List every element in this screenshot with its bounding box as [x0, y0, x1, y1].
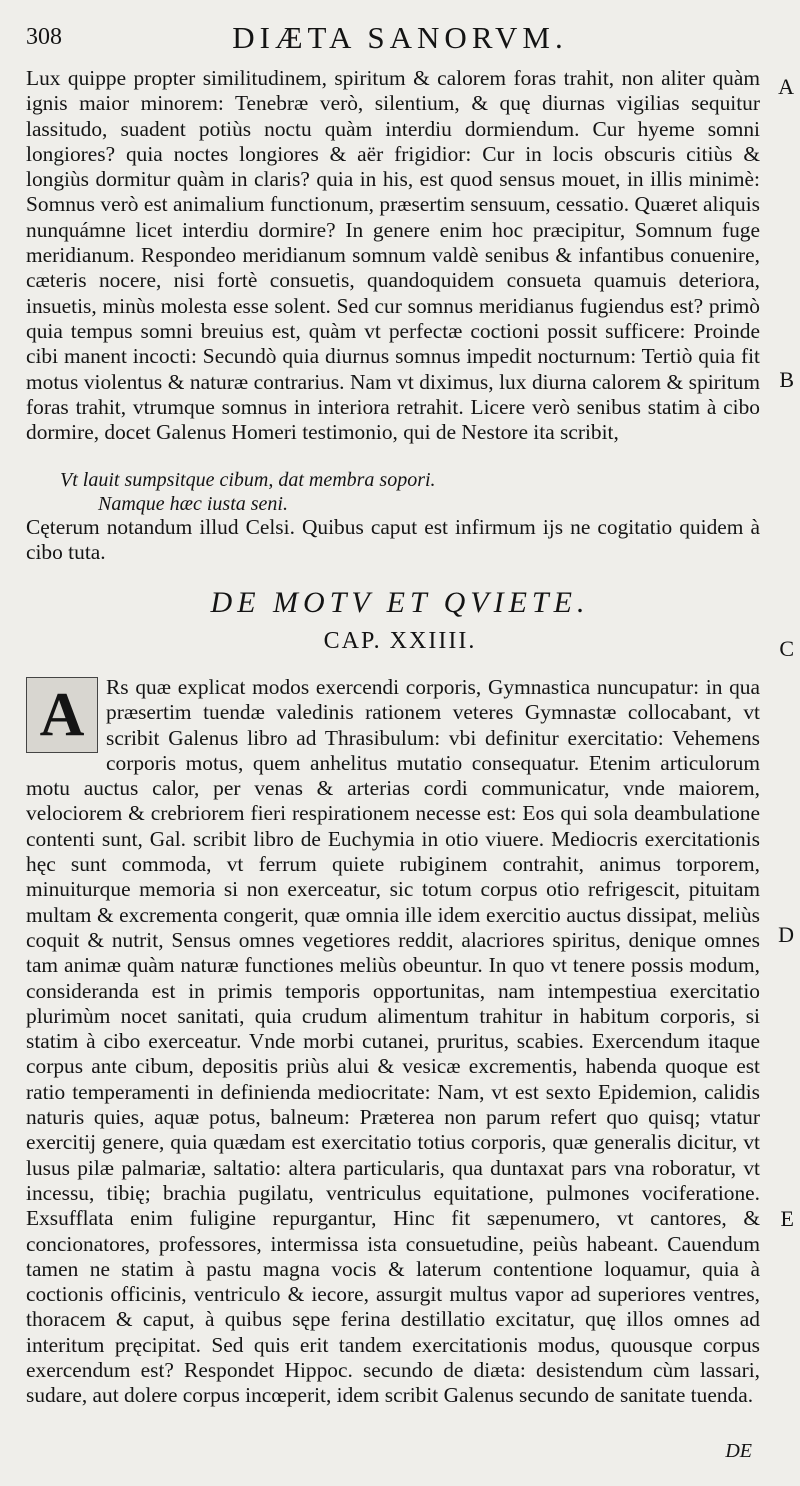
- margin-letter-b: B: [779, 367, 794, 392]
- paragraph-text: Rs quæ explicat modos exercendi corporis, Gymnastica nuncupatur: in qua præsertim tuendæ valedinis rationem veteres Gymnastæ collocabant, vt scribit Galenus libro ad Thrasibulum: vbi definitur exercitatio: Vehemens corporis motus, quem anhelitus mutatio consequatur. Etenim articulorum motu auctus calor, per venas & arterias cordi communicatur, vnde maiorem, velociorem & crebriorem fieri respirationem necesse est: Eos qui sola deambulatione contenti sunt, Gal. scribit libro de Euchymia in otio viuere. Mediocris exercitationis hęc sunt commoda, vt ferrum quiete rubiginem contrahit, animus torporem, minuiturque memoria si non exerceatur, sic totum corpus otio refrigescit, pituitam multam & excrementa congerit, quæ omnia ille idem exercitio auctus dissipat, meliùs coquit & nutrit, Sensus omnes vegetiores reddit, alacriores spiritus, denique omnes tam animæ quàm naturæ functiones meliùs obeuntur. In quo vt tenere possis modum, consideranda est in primis temporis opportunitas, nam intempestiua exercitatio plurimùm nocet sanitati, quia crudum alimentum trahitur in habitum corporis, si statim à cibo exerceatur. Vnde morbi cutanei, pruritus, scabies. Exercendum itaque corpus ante cibum, depositis priùs alui & vesicæ excrementis, habenda quoque est ratio temperamenti in definienda mediocritate: Nam, vt est sexto Epidemion, calidis naturis quies, aquæ potus, balneum: Præterea non parum refert quo quisq; vtatur exercitij genere, quia quædam est exercitatio totius corporis, quæ generalis dicitur, vt lusus pilæ palmariæ, saltatio: altera particularis, qua duntaxat pars vna roboratur, vt incessu, tibię; brachia pugilatu, ventriculus equitatione, pulmones vociferatione. Exsufflata enim fuligine repurgantur, Hinc fit sæpenumero, vt cantores, & concionatores, professores, intermissa ista consuetudine, peiùs habeant. Cauendum tamen ne statim à pastu magna vocis & laterum contentione loquamur, quia à coctionis officinis, ventriculo & iecore, assurgit multus vapor ad superiores ventres, thoracem & caput, à quibus sępe ferina destillatio excitatur, quę illos omnes ad interitum pręcipitat. Sed quis erit tandem exercitationis modus, quousque corpus exercendum est? Respondet Hippoc. secundo de diæta: desistendum cùm lassari, sudare, aut dolere corpus incœperit, idem scribit Galenus secundo de sanitate tuenda.: [26, 675, 760, 1408]
- margin-letter-d: D: [778, 922, 794, 947]
- paragraph-text: Cęterum notandum illud Celsi. Quibus caput est infirmum ijs ne cogitatio quidem à cibo tuta.: [26, 515, 760, 565]
- paragraph-celsus: [26, 515, 760, 566]
- verse-line-2: Namque hæc iusta seni.: [98, 493, 288, 515]
- paragraph-sleep: [26, 66, 760, 445]
- catchword: DE: [725, 1440, 752, 1462]
- paragraph-text: Lux quippe propter similitudinem, spiritum & calorem foras trahit, non aliter quàm ignis maior minorem: Tenebræ verò, silentium, & quę diurnas vigilias sequitur lassitudo, suadent potiùs noctu quàm interdiu dormiendum. Cur hyeme somni longiores? quia noctes longiores & aër frigidior: Cur in locis obscuris citiùs & longiùs dormitur quàm in claris? quia in his, est quod sensus mouet, in illis minimè: Somnus verò est animalium functionum, præsertim sensuum, cessatio. Quæret aliquis nunquámne licet interdiu dormire? In genere enim hoc præcipitur, Somnum fuge meridianum. Respondeo meridianum somnum valdè senibus & infantibus conuenire, cæteris nocere, nisi fortè consuetis, quandoquidem consueta quamuis deteriora, insuetis, minùs molesta esse solent. Sed cur somnus meridianus fugiendus est? primò quia tempus somni breuius est, quàm vt perfectæ coctioni possit sufficere: Proinde cibi manent incocti: Secundò quia diurnus somnus impedit nocturnum: Tertiò quia fit motus violentus & naturæ contrarius. Nam vt diximus, lux diurna calorem & spiritum foras trahit, vtrumque somnus in interiora retrahit. Licere verò senibus statim à cibo dormire, docet Galenus Homeri testimonio, qui de Nestore ita scribit,: [26, 66, 760, 445]
- running-title: DIÆTA SANORVM.: [232, 20, 568, 55]
- margin-letter-a: A: [778, 74, 794, 99]
- margin-letter-c: C: [779, 636, 794, 661]
- margin-letter-e: E: [780, 1206, 794, 1231]
- page-number: 308: [26, 24, 62, 50]
- chapter-title: CAP. XXIIII.: [323, 628, 477, 654]
- section-title: DE MOTV ET QVIETE.: [210, 586, 590, 619]
- verse-line-1: Vt lauit sumpsitque cibum, dat membra sopori.: [60, 469, 436, 491]
- initial-letter: A: [39, 681, 85, 749]
- decorated-initial: [26, 677, 98, 753]
- paragraph-exercise: [26, 675, 760, 1409]
- verse-quote: [60, 468, 436, 516]
